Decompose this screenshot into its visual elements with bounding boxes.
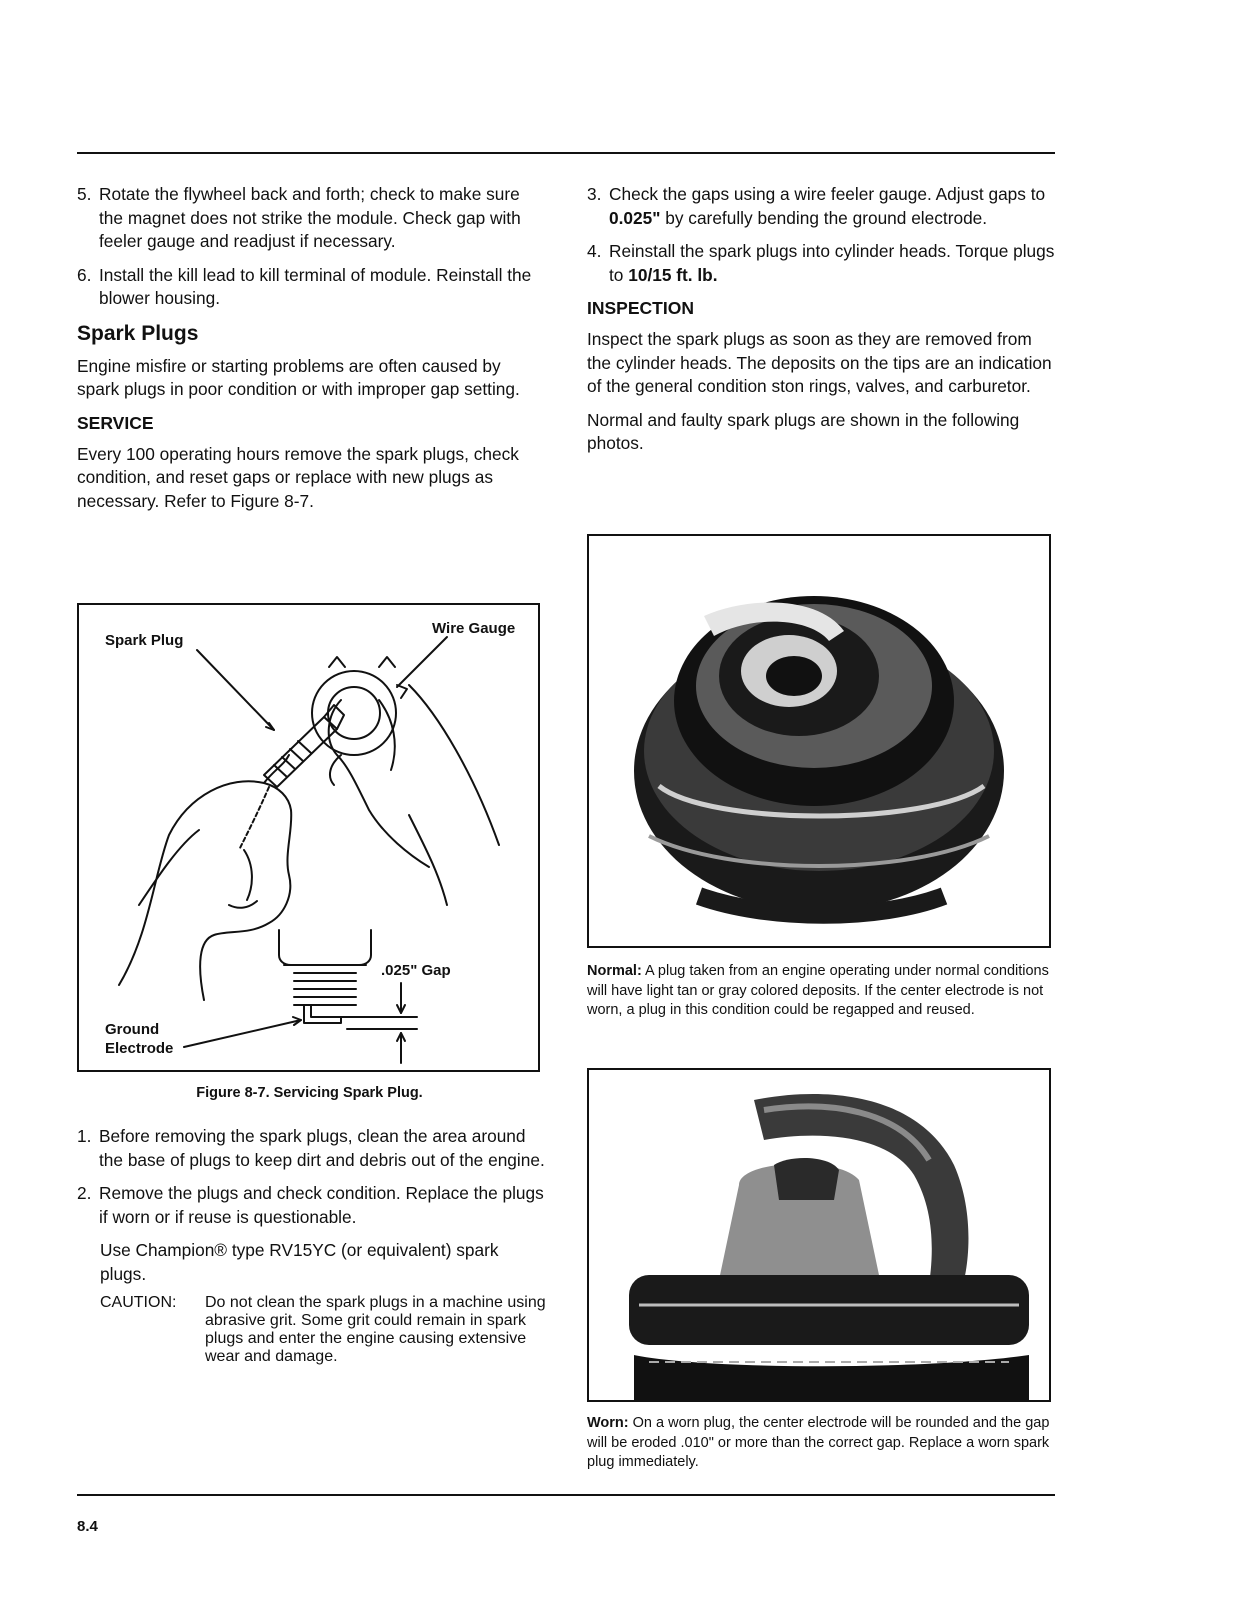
caption-worn-label: Worn: bbox=[587, 1415, 629, 1431]
list-text: Remove the plugs and check condition. Replace the plugs if worn or if reuse is questionable. bbox=[99, 1183, 544, 1227]
list-item-3 bbox=[587, 183, 1055, 230]
left-column-lower bbox=[77, 1125, 547, 1366]
caption-normal-text: A plug taken from an engine operating under normal conditions will have light tan or gray colored deposits. If the center electrode is not worn, a plug in this condition could be regapped and reused. bbox=[587, 963, 1049, 1018]
normal-plug-image bbox=[589, 536, 1049, 946]
top-rule bbox=[77, 152, 1055, 154]
photo-normal-plug bbox=[587, 534, 1051, 948]
champion-note: Use Champion® type RV15YC (or equivalent) spark plugs. bbox=[100, 1240, 499, 1284]
inspection-paragraph: Inspect the spark plugs as soon as they are removed from the cylinder heads. The deposits on the tips are an indication of the general condition ston rings, valves, and carburetor. bbox=[587, 329, 1052, 396]
photo-worn-plug bbox=[587, 1068, 1051, 1402]
list-number: 1. bbox=[77, 1126, 92, 1146]
bottom-rule bbox=[77, 1494, 1055, 1496]
list-text: Rotate the flywheel back and forth; check to make sure the magnet does not strike the module. Check gap with feeler gauge and readjust if necessary. bbox=[99, 184, 521, 251]
label-electrode: Electrode bbox=[105, 1040, 174, 1057]
subheading-service: SERVICE bbox=[77, 412, 154, 433]
list-number: 5. bbox=[77, 184, 92, 204]
figure-caption: Figure 8-7. Servicing Spark Plug. bbox=[196, 1085, 423, 1101]
list-number: 4. bbox=[587, 241, 602, 261]
list-text-part: by carefully bending the ground electrode. bbox=[660, 207, 988, 228]
caution-label: CAUTION: bbox=[100, 1294, 177, 1311]
right-column bbox=[587, 183, 1055, 466]
caution-note bbox=[77, 1294, 547, 1366]
page-number: 8.4 bbox=[77, 1518, 98, 1535]
worn-plug-image bbox=[589, 1070, 1049, 1400]
list-item-4 bbox=[587, 240, 1055, 287]
photos-intro-paragraph: Normal and faulty spark plugs are shown in the following photos. bbox=[587, 409, 1020, 453]
caption-normal-label: Normal: bbox=[587, 963, 642, 979]
list-item-5 bbox=[77, 183, 547, 254]
label-spark-plug: Spark Plug bbox=[105, 632, 184, 649]
list-text-part: Reinstall the spark plugs into cylinder heads. Torque plugs to bbox=[609, 241, 1055, 285]
caption-worn-text: On a worn plug, the center electrode will be rounded and the gap will be eroded .010" or more than the correct gap. Replace a worn spark plug immediately. bbox=[587, 1415, 1050, 1470]
caution-text: Do not clean the spark plugs in a machine using abrasive grit. Some grit could remain in spark plugs and enter the engine causing extensive wear and damage. bbox=[205, 1294, 546, 1365]
list-text: Before removing the spark plugs, clean the area around the base of plugs to keep dirt and debris out of the engine. bbox=[99, 1126, 545, 1170]
subheading-inspection: INSPECTION bbox=[587, 298, 694, 318]
caption-normal bbox=[587, 962, 1057, 1021]
list-number: 6. bbox=[77, 264, 92, 285]
caption-worn bbox=[587, 1414, 1057, 1473]
list-number: 2. bbox=[77, 1183, 92, 1203]
service-paragraph: Every 100 operating hours remove the spark plugs, check condition, and reset gaps or replace with new plugs as necessary. Refer to Figure 8-7. bbox=[77, 443, 519, 511]
label-ground: Ground bbox=[105, 1021, 160, 1038]
list-item-2 bbox=[77, 1182, 547, 1229]
list-item-1 bbox=[77, 1125, 547, 1172]
list-text-part: Check the gaps using a wire feeler gauge. Adjust gaps to bbox=[609, 184, 1046, 204]
list-text: Install the kill lead to kill terminal of module. Reinstall the blower housing. bbox=[99, 264, 532, 308]
list-number: 3. bbox=[587, 184, 602, 204]
section-heading-spark-plugs: Spark Plugs bbox=[77, 321, 199, 345]
label-gap: .025" Gap bbox=[381, 962, 451, 979]
left-column bbox=[77, 183, 547, 523]
label-wire-gauge: Wire Gauge bbox=[432, 620, 516, 637]
figure-illustration bbox=[79, 605, 538, 1070]
list-item-6 bbox=[77, 264, 547, 311]
torque-value: 10/15 ft. lb. bbox=[628, 264, 718, 285]
list-text bbox=[609, 183, 1055, 230]
gap-value: 0.025" bbox=[609, 207, 661, 228]
intro-paragraph: Engine misfire or starting problems are often caused by spark plugs in poor condition or with improper gap setting. bbox=[77, 355, 520, 399]
figure-servicing-spark-plug bbox=[77, 603, 540, 1072]
list-text bbox=[609, 240, 1055, 287]
